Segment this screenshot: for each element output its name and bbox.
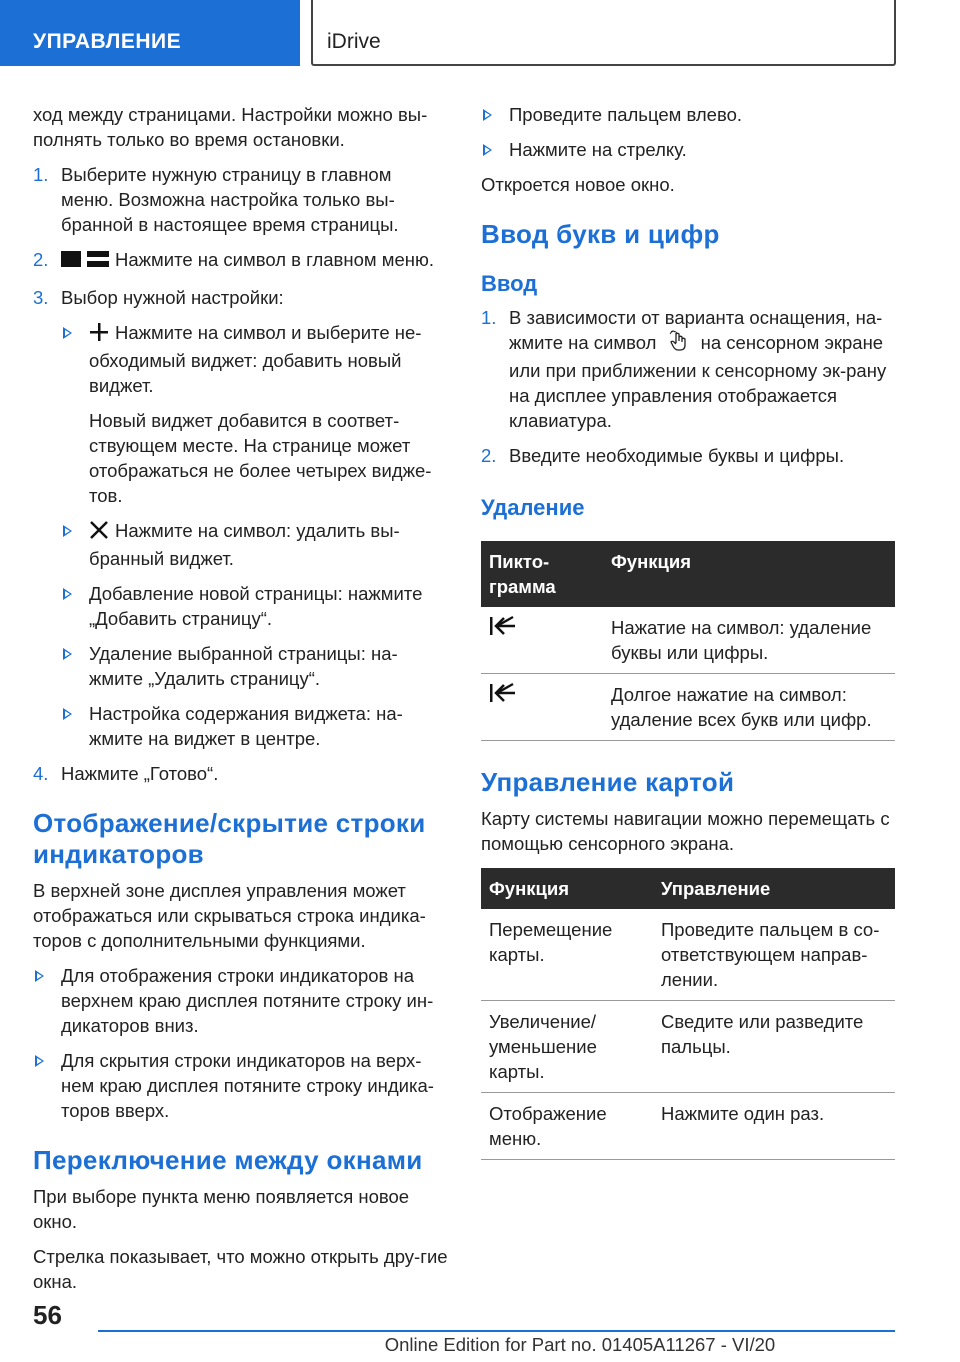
bullet-text: Настройка содержания виджета: на-жмите на виджет в центре. <box>89 703 403 749</box>
sub-bullet-add-widget <box>61 320 448 398</box>
table-header-row <box>481 868 895 909</box>
bullet-text: Для отображения строки индикаторов на верхнем краю дисплея потяните строку ин-дикаторов вниз. <box>61 965 434 1036</box>
heading-delete: Удаление <box>481 495 585 520</box>
bullet-triangle-icon <box>35 970 44 982</box>
page-header <box>0 0 960 66</box>
left-column <box>33 102 448 1304</box>
table-row <box>481 909 895 1001</box>
sub-bullet-delete-widget <box>61 518 448 571</box>
step-1 <box>33 162 448 237</box>
heading-vvod: Ввод <box>481 271 538 296</box>
step-number: 2. <box>33 249 49 270</box>
table-cell: Отображение меню. <box>481 1093 653 1160</box>
table-cell: Увеличение/уменьшение карты. <box>481 1001 653 1093</box>
bullet-hide-status-bar <box>33 1048 448 1123</box>
step-4 <box>33 761 448 786</box>
table-cell-icon <box>481 607 603 674</box>
page-number: 56 <box>33 1300 62 1330</box>
column-header: Управление <box>653 868 895 909</box>
table-cell: Проведите пальцем в со-ответствующем направ-лении. <box>653 909 895 1001</box>
heading-map-control: Управление картой <box>481 767 735 797</box>
step-text: Выбор нужной настройки: <box>61 287 284 308</box>
bullet-swipe-left <box>481 102 895 127</box>
step-number: 2. <box>481 445 497 466</box>
sub-bullet-delete-page <box>61 641 448 691</box>
bullet-triangle-icon <box>483 144 492 156</box>
page-footer <box>0 1290 960 1362</box>
sub-bullet-widget-settings <box>61 701 448 751</box>
heading-status-bar: Отображение/скрытие строки индикаторов <box>33 808 426 869</box>
bullet-show-status-bar <box>33 963 448 1038</box>
bullet-text: Удаление выбранной страницы: на-жмите „Удалить страницу“. <box>89 643 398 689</box>
column-header: Функция <box>603 541 895 607</box>
windows-paragraph-1: При выборе пункта меню появляется новое окно. <box>33 1186 410 1232</box>
table-row <box>481 1093 895 1160</box>
map-table <box>481 868 895 1160</box>
table-cell: Сведите или разведите пальцы. <box>653 1001 895 1093</box>
bullet-triangle-icon <box>35 1055 44 1067</box>
right-column <box>481 102 895 1160</box>
step-number: 3. <box>33 287 49 308</box>
table-row <box>481 1001 895 1093</box>
column-header: Пикто-грамма <box>481 541 603 607</box>
bullet-text: Проведите пальцем влево. <box>509 104 743 125</box>
step-text: Введите необходимые буквы и цифры. <box>509 445 845 466</box>
bullet-text: Нажмите на символ и выберите не-обходимый виджет: добавить новый виджет. <box>89 322 422 396</box>
chapter-title: iDrive <box>311 0 896 66</box>
step-number: 4. <box>33 763 49 784</box>
touch-hand-icon <box>668 330 690 358</box>
status-bar-paragraph: В верхней зоне дисплея управления может отображаться или скрываться строка индика-торов с дополнительными функциями. <box>33 880 426 951</box>
table-cell: Долгое нажатие на символ: удаление всех букв или цифр. <box>603 674 895 741</box>
new-window-paragraph: Откроется новое окно. <box>481 174 675 195</box>
map-paragraph: Карту системы навигации можно перемещать с помощью сенсорного экрана. <box>481 808 890 854</box>
bullet-text: Нажмите на стрелку. <box>509 139 687 160</box>
plus-icon <box>89 322 109 348</box>
step-2 <box>33 247 448 275</box>
windows-paragraph-2: Стрелка показывает, что можно открыть дру-гие окна. <box>33 1246 448 1292</box>
close-icon <box>89 520 109 546</box>
backspace-icon <box>489 687 517 708</box>
table-cell-icon <box>481 674 603 741</box>
input-step-2 <box>481 443 895 468</box>
table-header-row <box>481 541 895 607</box>
bullet-tap-arrow <box>481 137 895 162</box>
table-cell: Перемещение карты. <box>481 909 653 1001</box>
bullet-triangle-icon <box>63 525 72 537</box>
column-header: Функция <box>481 868 653 909</box>
edition-text: Online Edition for Part no. 01405A11267 - VI/20 <box>384 1334 776 1355</box>
intro-paragraph: ход между страницами. Настройки можно вы-полнять только во время остановки. <box>33 104 428 150</box>
backspace-icon <box>489 620 517 641</box>
bullet-text: Добавление новой страницы: нажмите „Добавить страницу“. <box>89 583 423 629</box>
table-cell: Нажмите один раз. <box>653 1093 895 1160</box>
table-cell: Нажатие на символ: удаление буквы или цифры. <box>603 607 895 674</box>
step-number: 1. <box>481 307 497 328</box>
step-text-b: на сенсорном экране или при приближении к сенсорному эк-рану на дисплее управления отображается клавиатура. <box>509 332 887 431</box>
step-number: 1. <box>33 164 49 185</box>
bullet-triangle-icon <box>63 327 72 339</box>
sub-bullet-add-page <box>61 581 448 631</box>
footer-divider <box>98 1330 895 1332</box>
section-tab: УПРАВЛЕНИЕ <box>0 0 300 66</box>
bullet-triangle-icon <box>63 648 72 660</box>
bullet-text: Для скрытия строки индикаторов на верх-нем краю дисплея потяните строку индика-торов вверх. <box>61 1050 434 1121</box>
bullet-triangle-icon <box>63 708 72 720</box>
table-row <box>481 607 895 674</box>
bullet-triangle-icon <box>63 588 72 600</box>
step-text: Выберите нужную страницу в главном меню. Возможна настройка только вы-бранной в настоящее время страницы. <box>61 164 399 235</box>
bullet-text: Нажмите на символ: удалить вы-бранный виджет. <box>89 520 400 569</box>
step-3 <box>33 285 448 310</box>
heading-input: Ввод букв и цифр <box>481 219 720 249</box>
table-row <box>481 674 895 741</box>
step-text: Нажмите на символ в главном меню. <box>115 249 434 270</box>
add-widget-note: Новый виджет добавится в соответ-ствующем месте. На странице может отображаться не более четырех видже-тов. <box>89 410 432 506</box>
delete-table <box>481 541 895 741</box>
bullet-triangle-icon <box>483 109 492 121</box>
main-menu-icon <box>61 249 109 275</box>
step-text: Нажмите „Готово“. <box>61 763 219 784</box>
input-step-1 <box>481 305 895 433</box>
heading-switch-windows: Переключение между окнами <box>33 1145 423 1175</box>
step-text-a: В зависимости от варианта оснащения, на-жмите на символ <box>509 307 883 353</box>
